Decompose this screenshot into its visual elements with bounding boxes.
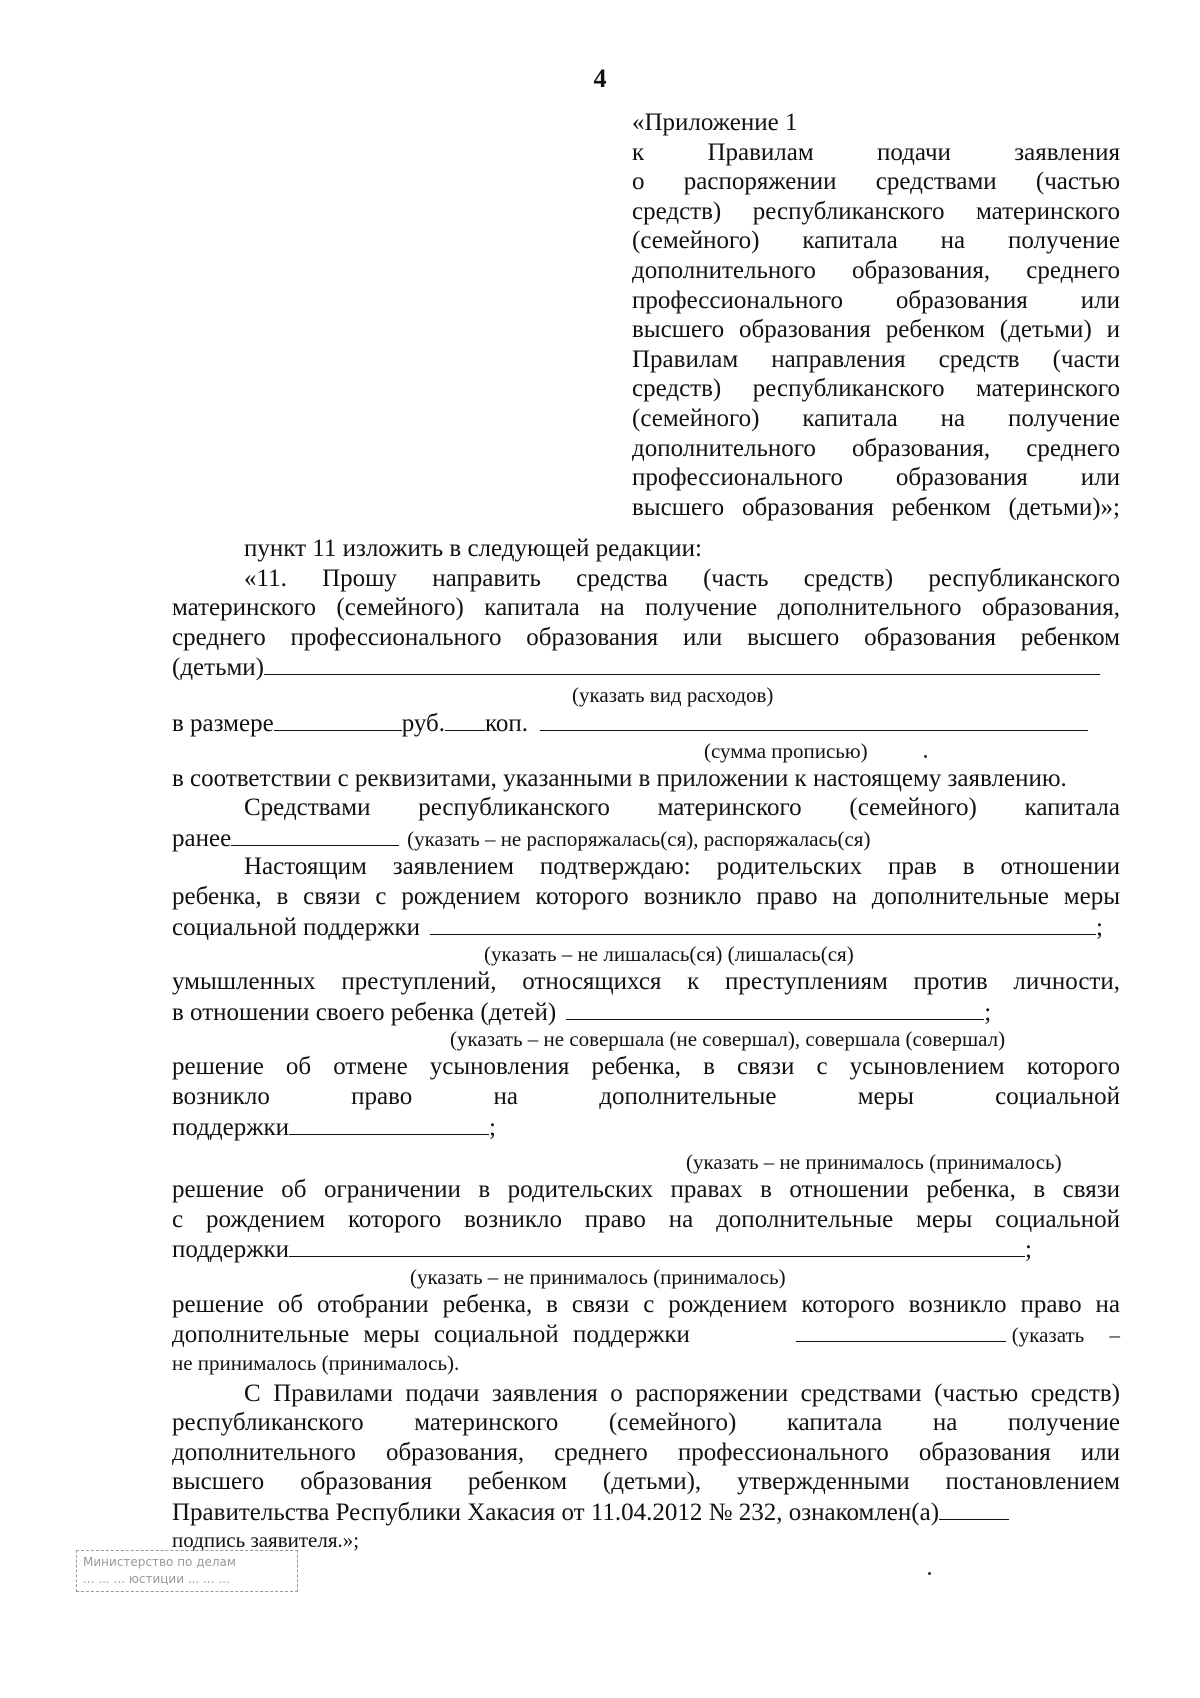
- appendix-line: «Приложение 1: [632, 109, 798, 136]
- adopt-row: [172, 1112, 1120, 1142]
- removal-line: решение об отобрании ребенка, в связи с рождением которого возникло право на: [172, 1290, 1120, 1318]
- limit-label: поддержки: [172, 1236, 289, 1264]
- removal-caption: (указать –: [1011, 1323, 1120, 1348]
- paragraph-11-line: «11. Прошу направить средства (часть средств) республиканского: [244, 564, 1120, 592]
- appendix-line: к Правилам подачи заявления: [632, 138, 1120, 166]
- funds-line: Средствами республиканского материнского (семейного) капитала: [244, 794, 1120, 822]
- scan-speck: [928, 1572, 931, 1575]
- caption-limit: (указать – не принималось (принималось): [410, 1264, 786, 1289]
- semicolon: ;: [1025, 1236, 1032, 1264]
- limit-line: решение об ограничении в родительских правах в отношении ребенка, в связи: [172, 1176, 1120, 1204]
- appendix-line: высшего образования ребенком (детьми) и: [632, 316, 1120, 344]
- stamp-line: ... ... ... юстиции ... ... ...: [83, 1572, 230, 1586]
- funds-field[interactable]: [231, 823, 399, 846]
- rules-line: дополнительного образования, среднего профессионального образования или: [172, 1438, 1120, 1466]
- removal-row: [172, 1319, 1120, 1349]
- confirm-line: ребенка, в связи с рождением которого возникло право на дополнительные меры: [172, 882, 1120, 910]
- amount-label: в размере: [172, 709, 274, 737]
- semicolon: ;: [489, 1113, 496, 1141]
- removal-caption-end: не принималось (принималось).: [172, 1351, 460, 1376]
- semicolon: ;: [984, 998, 992, 1026]
- adopt-label: поддержки: [172, 1113, 289, 1141]
- paragraph-11-line: материнского (семейного) капитала на получение дополнительного образования,: [172, 594, 1120, 622]
- crimes-row: [172, 997, 1120, 1027]
- rules-line: высшего образования ребенком (детьми), утвержденными постановлением: [172, 1468, 1120, 1496]
- expenses-label: (детьми): [172, 654, 264, 682]
- amount-kop-label: коп.: [485, 709, 529, 737]
- page-number: 4: [593, 64, 607, 93]
- semicolon: ;: [1096, 913, 1103, 941]
- scan-speck: [924, 755, 927, 758]
- amount-row: [172, 708, 1120, 738]
- rules-label: Правительства Республики Хакасия от 11.04.2012 № 232, ознакомлен(а): [172, 1499, 940, 1527]
- removal-field-group: [796, 1319, 1120, 1351]
- limit-field[interactable]: [289, 1234, 1025, 1257]
- appendix-line: (семейного) капитала на получение: [632, 227, 1120, 255]
- caption-expenses: (указать вид расходов): [572, 682, 774, 707]
- funds-caption: (указать – не распоряжалась(ся), распоряжалась(ся): [407, 826, 871, 851]
- caption-adopt: (указать – не принималось (принималось): [686, 1150, 1062, 1175]
- confirm-label: социальной поддержки: [172, 913, 421, 941]
- rules-sign-row: [172, 1497, 1120, 1527]
- limit-line: с рождением которого возникло право на дополнительные меры социальной: [172, 1205, 1120, 1233]
- amount-words-field[interactable]: [540, 708, 1088, 731]
- adopt-line: решение об отмене усыновления ребенка, в связи с усыновлением которого: [172, 1053, 1120, 1081]
- caption-crimes: (указать – не совершала (не совершал), совершала (совершал): [450, 1027, 1006, 1052]
- removal-field[interactable]: [796, 1319, 1006, 1342]
- appendix-line: средств) республиканского материнского: [632, 375, 1120, 403]
- appendix-line: дополнительного образования, среднего: [632, 434, 1120, 462]
- removal-label: дополнительные меры социальной поддержки: [172, 1321, 690, 1349]
- amount-kop-field[interactable]: [445, 708, 485, 731]
- signature-caption: подпись заявителя.»;: [172, 1527, 360, 1552]
- crimes-label: в отношении своего ребенка (детей): [172, 998, 557, 1026]
- appendix-line: о распоряжении средствами (частью: [632, 168, 1120, 196]
- amount-rub-label: руб.: [401, 709, 445, 737]
- caption-words: (сумма прописью): [704, 738, 868, 763]
- deprived-field[interactable]: [430, 912, 1096, 935]
- stamp-line: Министерство по делам: [83, 1555, 236, 1569]
- registration-stamp: [76, 1550, 298, 1592]
- appendix-line: Правилам направления средств (части: [632, 345, 1120, 373]
- rules-line: С Правилами подачи заявления о распоряжении средствами (частью средств): [244, 1379, 1120, 1407]
- limit-row: [172, 1234, 1120, 1264]
- adopt-line: возникло право на дополнительные меры социальной: [172, 1082, 1120, 1110]
- adopt-field[interactable]: [289, 1112, 489, 1135]
- appendix-header: [632, 108, 1120, 522]
- confirm-line: Настоящим заявлением подтверждаю: родительских прав в отношении: [244, 853, 1120, 881]
- appendix-line: средств) республиканского материнского: [632, 197, 1120, 225]
- crimes-field[interactable]: [566, 997, 984, 1020]
- caption-deprived: (указать – не лишалась(ся) (лишалась(ся): [484, 942, 854, 967]
- document-body: [172, 534, 1120, 1553]
- intro-line: пункт 11 изложить в следующей редакции:: [244, 535, 702, 562]
- funds-row: [172, 823, 1120, 853]
- paragraph-11-line: среднего профессионального образования или высшего образования ребенком: [172, 623, 1120, 651]
- appendix-line: профессионального образования или: [632, 286, 1120, 314]
- expenses-field[interactable]: [264, 652, 1100, 675]
- crimes-line: умышленных преступлений, относящихся к преступлениям против личности,: [172, 968, 1120, 996]
- details-line: в соответствии с реквизитами, указанными в приложении к настоящему заявлению.: [172, 764, 1067, 792]
- appendix-line: профессионального образования или: [632, 464, 1120, 492]
- appendix-line: высшего образования ребенком (детьми)»;: [632, 493, 1120, 521]
- funds-label: ранее: [172, 824, 232, 852]
- rules-line: республиканского материнского (семейного) капитала на получение: [172, 1409, 1120, 1437]
- appendix-line: (семейного) капитала на получение: [632, 404, 1120, 432]
- expenses-row: [172, 652, 1120, 682]
- confirm-row: [172, 912, 1120, 942]
- amount-rub-field[interactable]: [274, 708, 402, 731]
- acknowledge-signature-field[interactable]: [939, 1497, 1009, 1520]
- appendix-line: дополнительного образования, среднего: [632, 256, 1120, 284]
